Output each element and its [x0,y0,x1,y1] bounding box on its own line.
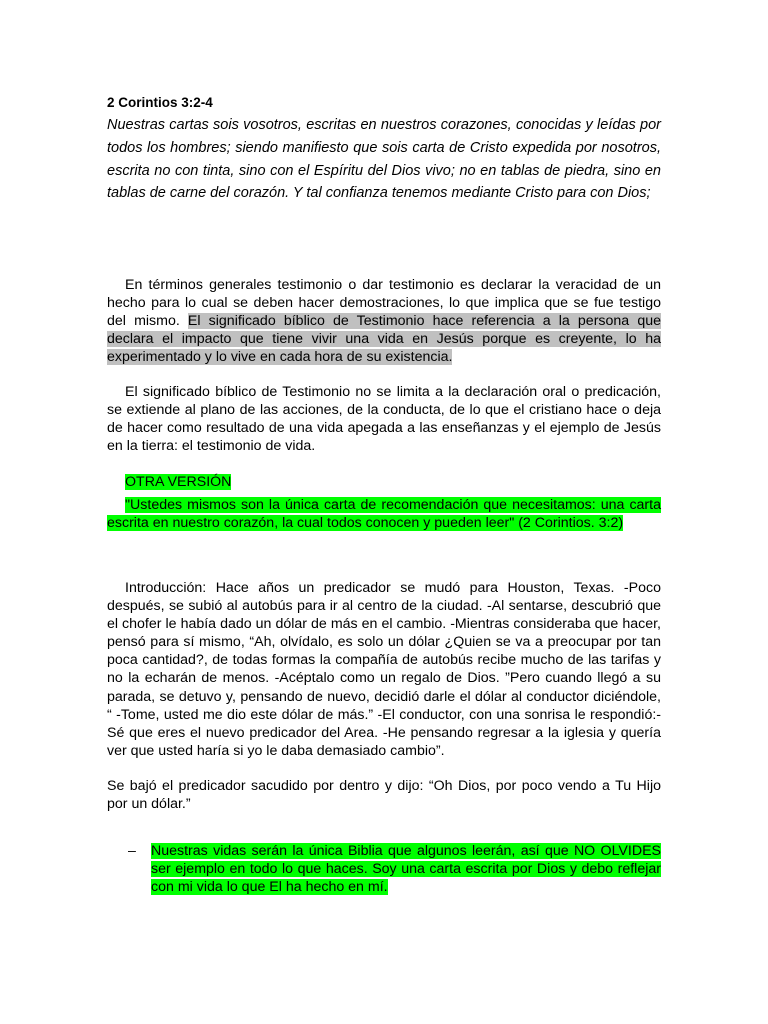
bullet-dash-marker: – [128,843,136,859]
scripture-reference-heading: 2 Corintios 3:2-4 [107,95,213,110]
green-highlighted-bullet-text: Nuestras vidas serán la única Biblia que algunos leerán, así que NO OLVIDES ser ejemplo en todo lo que haces. Soy una carta escrita por Dios y debo reflejar con mi vida lo que El ha hecho en mí. [151,843,661,896]
quote-paragraph [107,496,661,532]
other-version-label [107,473,661,492]
paragraph-plain-text: En términos generales testimonio o dar testimonio es declarar la veracidad de un hecho para lo cual se deben hacer demostraciones, lo que implica que se fue testigo del mismo. [107,277,661,330]
green-highlighted-label: OTRA VERSIÓN [125,474,232,490]
gray-highlighted-text: El significado bíblico de Testimonio hace referencia a la persona que declara el impacto que tiene vivir una vida en Jesús porque es creyente, lo ha experimentado y lo vive en cada hora de su existencia. [107,313,661,366]
green-highlighted-quote: "Ustedes mismos son la única carta de recomendación que necesitamos: una carta escrita en nuestro corazón, la cual todos conocen y pueden leer" (2 Corintios. 3:2) [107,497,661,532]
paragraph-testimony-definition [107,276,661,366]
paragraph-story-conclusion: Se bajó el predicador sacudido por dentro y dijo: “Oh Dios, por poco vendo a Tu Hijo por un dólar.” [107,778,661,813]
paragraph-biblical-meaning: El significado bíblico de Testimonio no se limita a la declaración oral o predicación, se extiende al plano de las acciones, de la conducta, de lo que el cristiano hace o deja de hacer como resultado de una vida apegada a las enseñanzas y el ejemplo de Jesús en la tierra: el testimonio de vida. [107,384,661,455]
scripture-verse-text: Nuestras cartas sois vosotros, escritas en nuestros corazones, conocidas y leídas por todos los hombres; siendo manifiesto que sois carta de Cristo expedida por nosotros, escrita no con tinta, sino con el Espíritu del Dios vivo; no en tablas de piedra, sino en tablas de carne del corazón. Y tal confianza tenemos mediante Cristo para con Dios; [107,117,661,202]
bullet-list-item [151,842,661,896]
paragraph-introduction-story: Introducción: Hace años un predicador se mudó para Houston, Texas. -Poco después, se subió al autobús para ir al centro de la ciudad. -Al sentarse, descubrió que el chofer le había dado un dólar de más en el cambio. -Mientras consideraba que hacer, pensó para sí mismo, “Ah, olvídalo, es solo un dólar ¿Quien se va a preocupar por tan poca cantidad?, de todas formas la compañía de autobús recibe mucho de las tarifas y no la echarán de menos. -Acéptalo como un regalo de Dios. ”Pero cuando llegó a su parada, se detuvo y, pensando de nuevo, decidió darle el dólar al conductor diciéndole, “ -Tome, usted me dio este dólar de más.” -El conductor, con una sonrisa le respondió:- Sé que eres el nuevo predicador del Area. -He pensando regresar a la iglesia y quería ver que usted haría si yo le daba demasiado cambio”. [107,580,661,759]
